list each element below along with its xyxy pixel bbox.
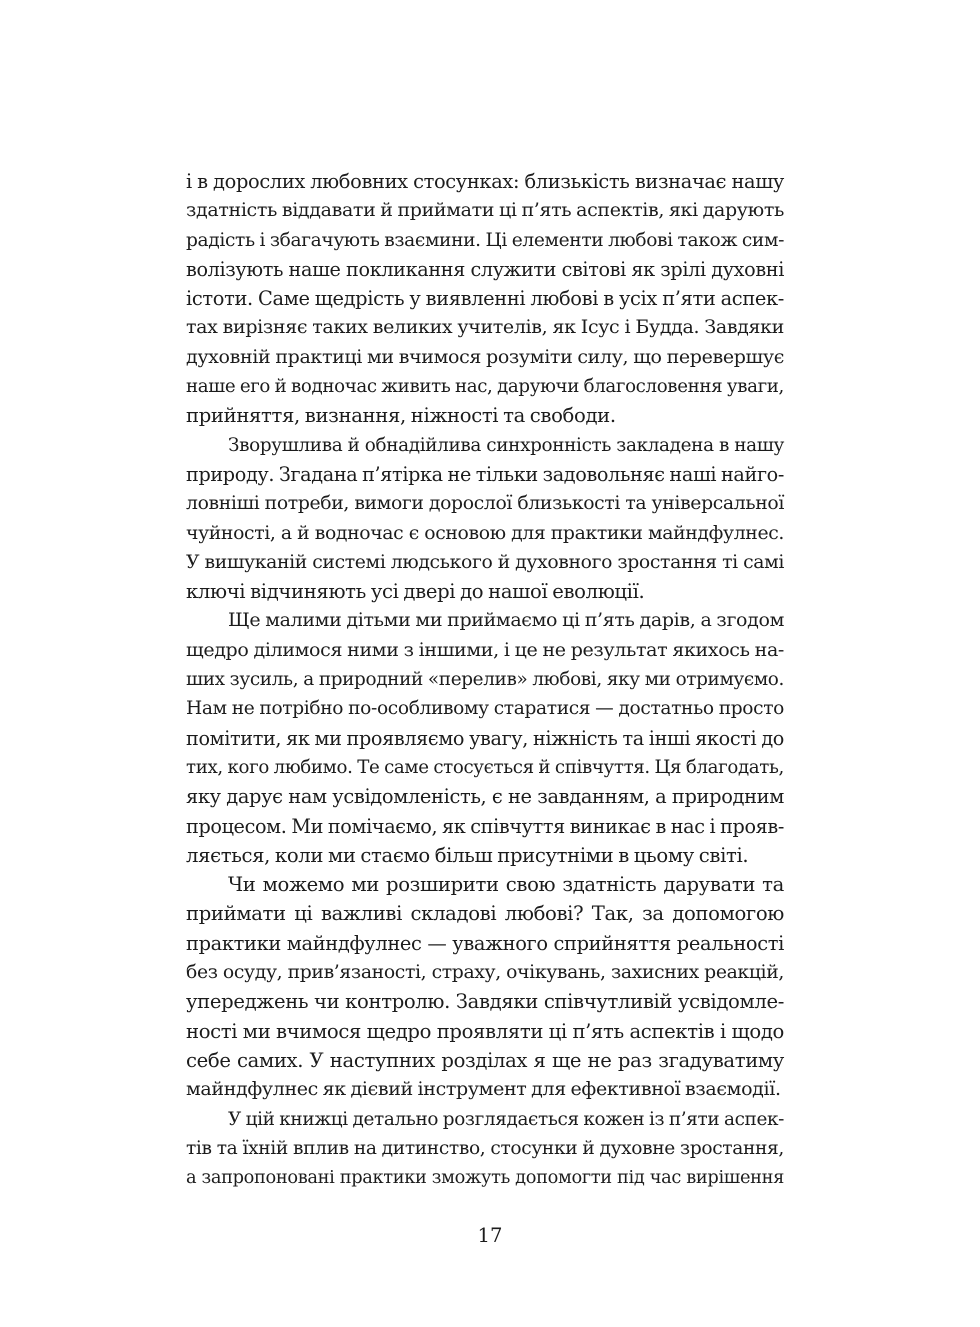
- text-line: Зворушлива й обнадійлива синхронність закладена в нашу: [228, 434, 784, 456]
- text-line: практики майндфулнес — уважного сприйняття реальності: [186, 931, 784, 955]
- body-text: [186, 167, 784, 1192]
- text-line: наше его й водночас живить нас, даруючи благословення уваги,: [186, 376, 784, 398]
- text-line: щедро ділимося ними з іншими, і це не результат якихось на-: [186, 638, 784, 661]
- text-line: здатність віддавати й приймати ці п’ять аспектів, які дарують: [186, 199, 784, 222]
- text-line: чуйності, а й водночас є основою для практики майндфулнес.: [186, 522, 784, 544]
- text-line: природу. Згадана п’ятірка не тільки задовольняє наші найго-: [186, 462, 784, 486]
- text-line: ляється, коли ми стаємо більш присутніми в цьому світі.: [186, 843, 749, 867]
- text-line: ності ми вчимося щедро проявляти ці п’ять аспектів і щодо: [186, 1019, 784, 1043]
- text-line: ловніші потреби, вимоги дорослої близькості та універсальної: [186, 493, 784, 515]
- paragraph: [186, 167, 784, 431]
- text-line: упереджень чи контролю. Завдяки співчутливій усвідомле-: [186, 990, 784, 1014]
- text-line: тах вирізняє таких великих учителів, як Ісус і Будда. Завдяки: [186, 316, 784, 339]
- text-line: духовній практиці ми вчимося розуміти силу, що перевершує: [186, 345, 784, 368]
- text-line: помітити, як ми проявляємо увагу, ніжність та інші якості до: [186, 726, 784, 750]
- text-line: тів та їхній вплив на дитинство, стосунки й духовне зростання,: [186, 1137, 784, 1159]
- text-line: себе самих. У наступних розділах я ще не раз згадуватиму: [186, 1048, 784, 1072]
- paragraph: [186, 870, 784, 1104]
- page-number: 17: [477, 1224, 503, 1247]
- text-line: У цій книжці детально розглядається кожен із п’яти аспек-: [228, 1108, 784, 1130]
- text-line: яку дарує нам усвідомленість, є не завданням, а природним: [186, 785, 784, 809]
- text-line: ключі відчиняють усі двері до нашої еволюції.: [186, 580, 645, 604]
- paragraph: [186, 606, 784, 870]
- text-line: істоти. Саме щедрість у виявленні любові в усіх п’яти аспек-: [186, 287, 784, 311]
- paragraph: [186, 1105, 784, 1193]
- text-line: ших зусиль, а природний «перелив» любові, яку ми отримуємо.: [186, 669, 784, 691]
- text-line: а запропоновані практики зможуть допомогти під час вирішення: [186, 1167, 784, 1189]
- text-line: прийняття, визнання, ніжності та свободи.: [186, 404, 616, 428]
- text-line: радість і збагачують взаємини. Ці елементи любові також сим-: [186, 229, 784, 251]
- text-line: без осуду, прив’язаності, страху, очікувань, захисних реакцій,: [186, 962, 784, 984]
- text-line: Нам не потрібно по-особливому старатися — достатньо просто: [186, 698, 784, 720]
- text-line: тих, кого любимо. Те саме стосується й співчуття. Ця благодать,: [186, 756, 784, 778]
- text-line: і в дорослих любовних стосунках: близькість визначає нашу: [186, 170, 784, 193]
- text-line: волізують наше покликання служити світові як зрілі духовні: [186, 257, 784, 281]
- text-line: приймати ці важливі складові любові? Так, за допомогою: [186, 902, 784, 926]
- text-line: Чи можемо ми розширити свою здатність дарувати та: [228, 873, 784, 897]
- text-line: майндфулнес як дієвий інструмент для ефективної взаємодії.: [186, 1078, 781, 1101]
- paragraph: [186, 431, 784, 607]
- text-line: У вишуканій системі людського й духовного зростання ті самі: [186, 551, 784, 573]
- text-line: процесом. Ми помічаємо, як співчуття виникає в нас і прояв-: [186, 814, 784, 838]
- text-line: Ще малими дітьми ми приймаємо ці п’ять дарів, а згодом: [228, 609, 784, 632]
